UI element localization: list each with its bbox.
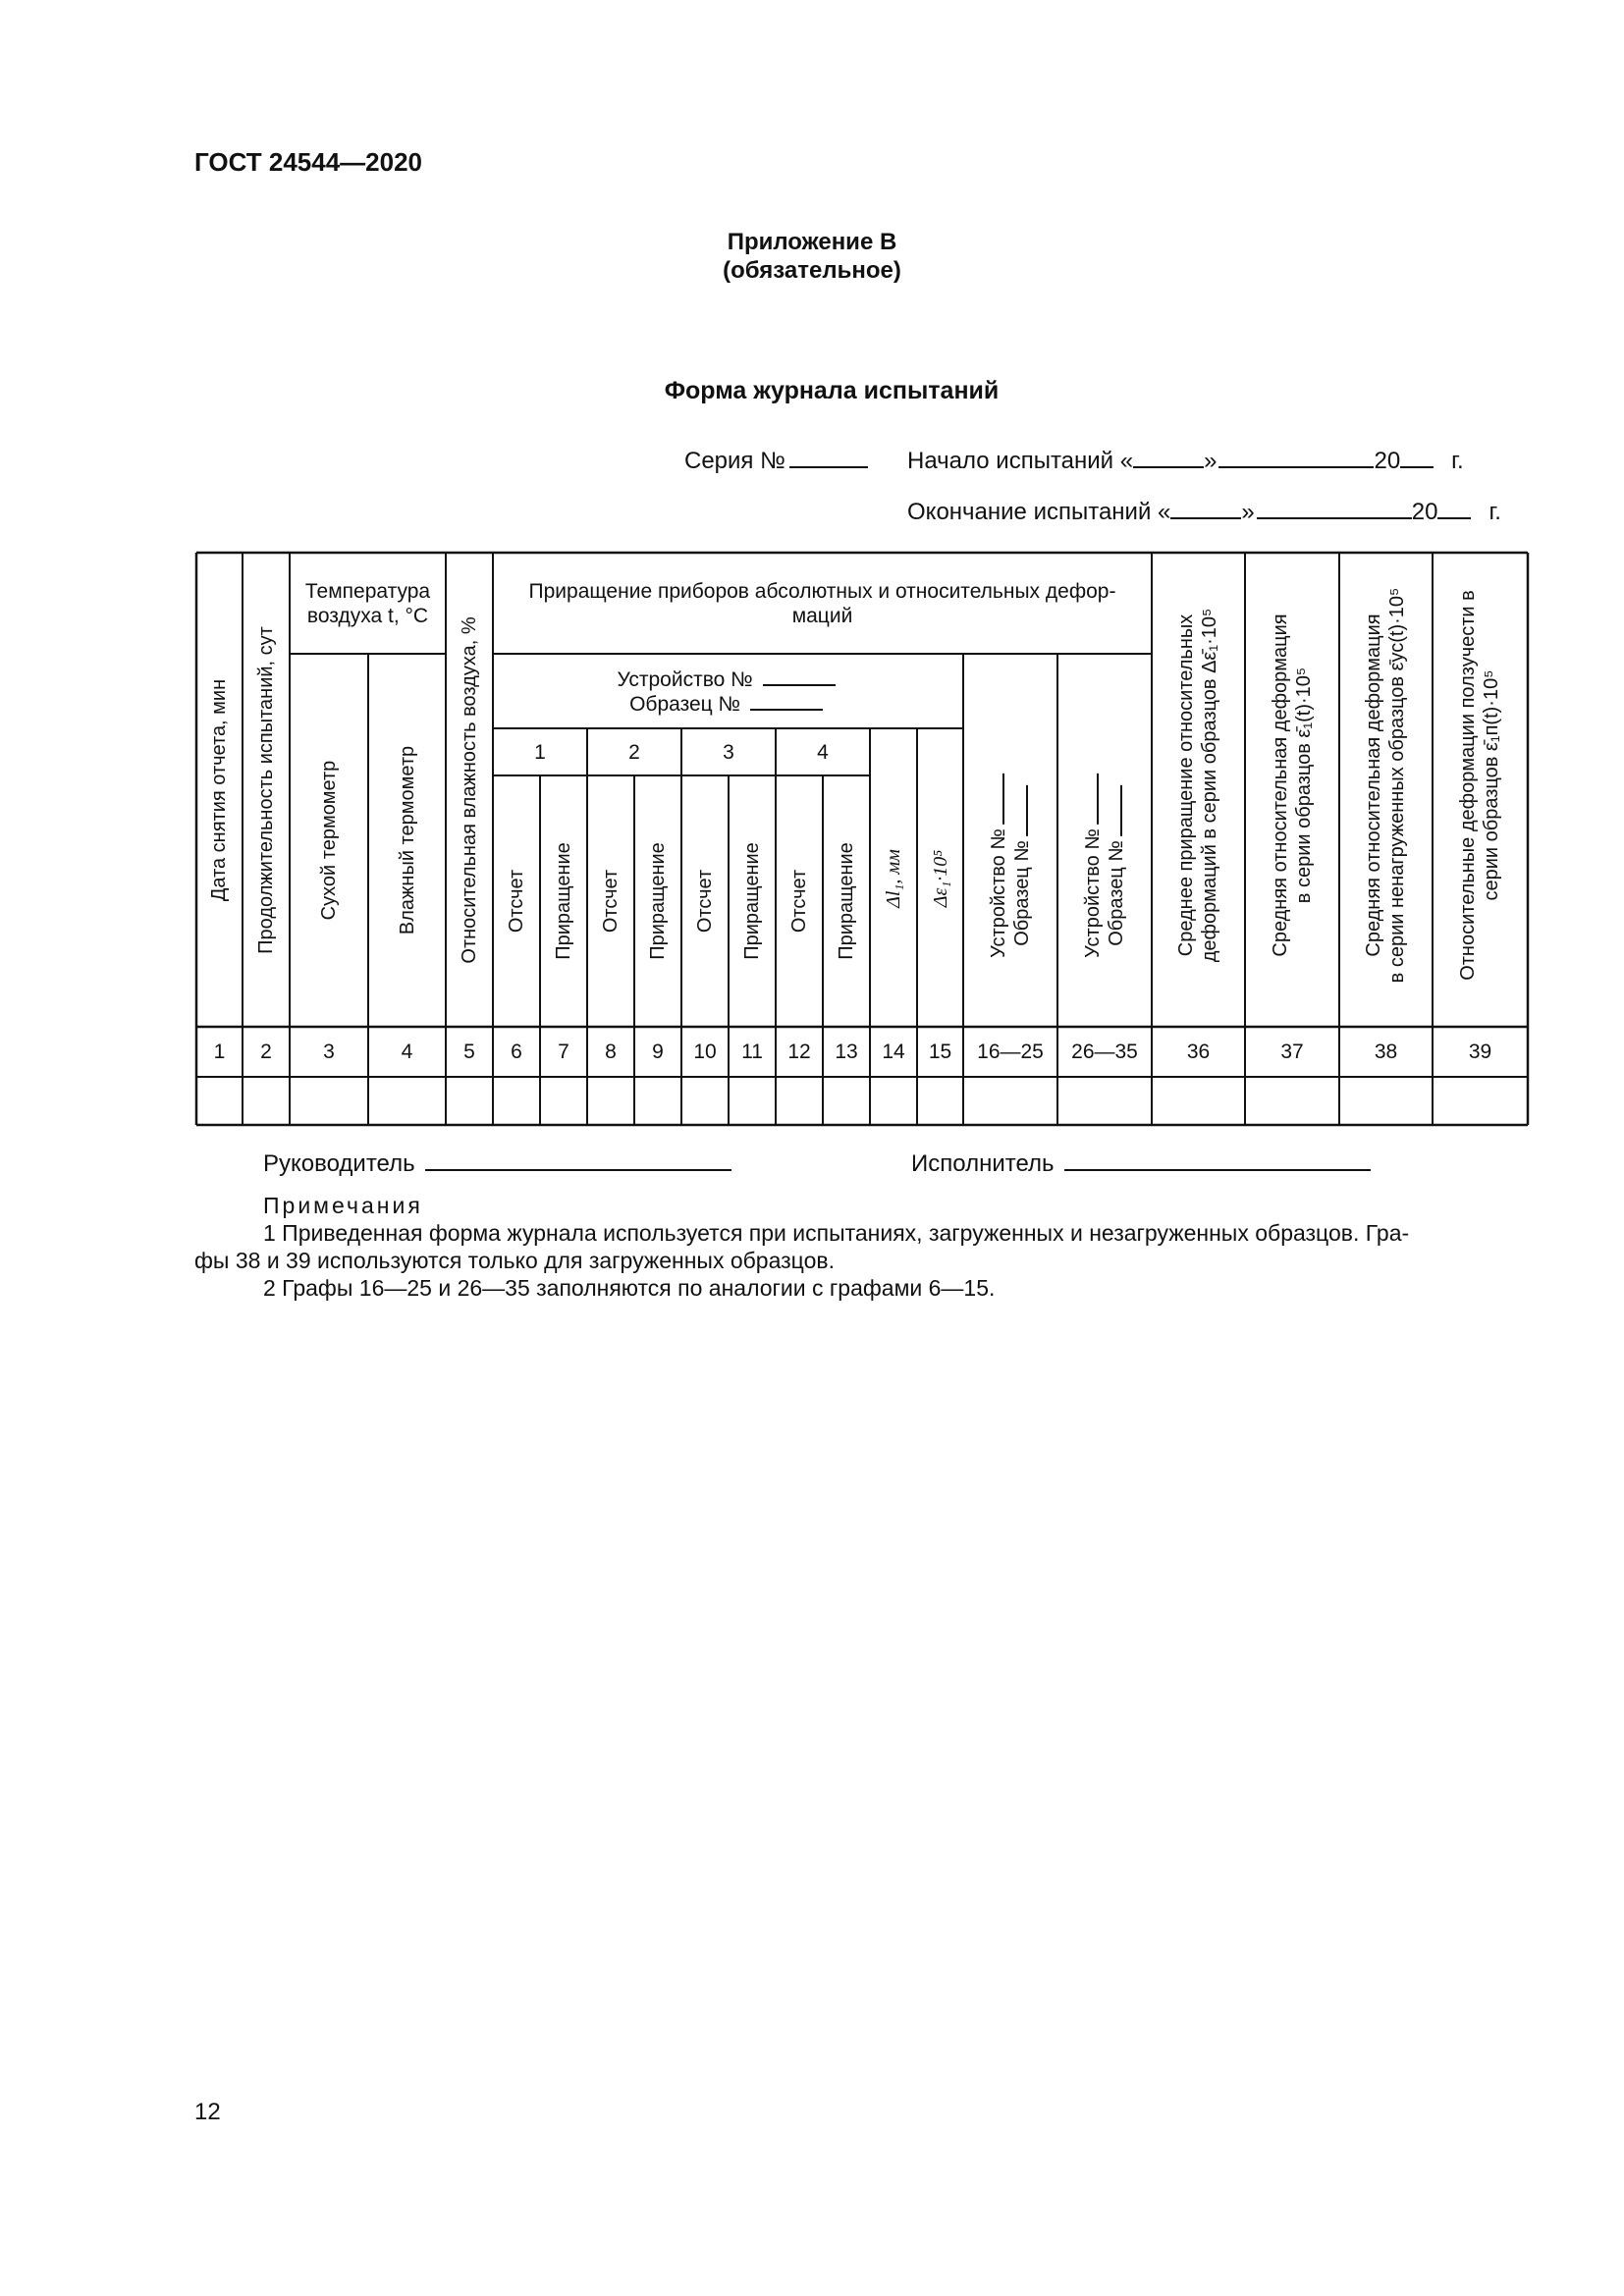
col-number: 26—35 bbox=[1071, 1041, 1138, 1063]
col-number: 16—25 bbox=[977, 1041, 1044, 1063]
col-number: 2 bbox=[260, 1041, 272, 1063]
sample-label: Образец № bbox=[629, 693, 741, 716]
end-suffix: г. bbox=[1489, 499, 1501, 525]
col-13-header: Приращение bbox=[836, 842, 857, 960]
start-quote-close: » bbox=[1204, 448, 1218, 474]
dev16-sample-blank[interactable] bbox=[1025, 785, 1028, 836]
standard-header: ГОСТ 24544—2020 bbox=[194, 147, 422, 177]
col-15-header: Δε₁·10⁵ bbox=[930, 849, 951, 908]
col-number: 39 bbox=[1468, 1041, 1492, 1063]
note-1-line-2: фы 38 и 39 используются только для загруженных образцов. bbox=[194, 1248, 835, 1273]
col-7-header: Приращение bbox=[553, 842, 574, 960]
dev26-line1: Устройство № bbox=[1082, 828, 1104, 958]
notes bbox=[194, 1192, 1530, 1302]
group-2-header: 2 bbox=[628, 740, 640, 764]
increment-header-line2: маций bbox=[791, 605, 853, 627]
col-37-line2: в серии образцов ε̄₁(t)·10⁵ bbox=[1293, 667, 1315, 904]
end-label: Окончание испытаний « bbox=[907, 499, 1171, 525]
head-signature bbox=[263, 1150, 735, 1178]
dev16-line2: Образец № bbox=[1011, 840, 1033, 946]
col-38-line1: Средняя относительная деформация bbox=[1363, 614, 1384, 957]
start-year-label: 20 bbox=[1374, 448, 1401, 474]
col-37-header bbox=[1269, 614, 1316, 956]
col-wet-header: Влажный термометр bbox=[397, 745, 418, 935]
col-number: 3 bbox=[323, 1041, 335, 1063]
col-36-line2: деформаций в серии образцов Δε̄₁·10⁵ bbox=[1199, 608, 1220, 963]
col-number: 5 bbox=[463, 1041, 475, 1063]
col-16-25-header bbox=[987, 770, 1034, 958]
note-2: 2 Графы 16—25 и 26—35 заполняются по аналогии с графами 6—15. bbox=[263, 1275, 996, 1301]
temp-header: Температура воздуха t, °С bbox=[304, 580, 431, 627]
executor-blank[interactable] bbox=[1064, 1168, 1371, 1171]
col-38-header bbox=[1362, 588, 1409, 984]
group-4-header: 4 bbox=[817, 740, 829, 764]
col-6-header: Отсчет bbox=[506, 869, 527, 934]
col-number: 15 bbox=[928, 1041, 952, 1063]
col-10-header: Отсчет bbox=[694, 869, 716, 934]
dev16-line1: Устройство № bbox=[988, 828, 1009, 958]
col-number: 7 bbox=[558, 1041, 569, 1063]
table-row[interactable] bbox=[196, 1077, 1528, 1125]
col-12-header: Отсчет bbox=[788, 869, 810, 934]
form-title: Форма журнала испытаний bbox=[664, 377, 1000, 404]
increment-header-line1: Приращение приборов абсолютных и относительных дефор- bbox=[528, 580, 1116, 603]
increment-header bbox=[493, 569, 1152, 638]
page-number: 12 bbox=[194, 2099, 221, 2125]
col-duration-header: Продолжительность испытаний, сут bbox=[255, 626, 277, 954]
col-number: 38 bbox=[1374, 1041, 1398, 1063]
col-number: 8 bbox=[605, 1041, 617, 1063]
dev26-line2: Образец № bbox=[1106, 840, 1127, 946]
dev26-sample-blank[interactable] bbox=[1119, 785, 1122, 836]
col-humidity-header: Относительная влажность воздуха, % bbox=[459, 616, 480, 964]
note-1-line-1: 1 Приведенная форма журнала используется при испытаниях, загруженных и незагруженных образцов. Гра- bbox=[263, 1220, 1410, 1246]
series-label: Серия № bbox=[684, 448, 785, 474]
dev26-device-blank[interactable] bbox=[1096, 774, 1099, 825]
group-1-header: 1 bbox=[534, 740, 546, 764]
group-3-header: 3 bbox=[723, 740, 734, 764]
appendix-title: Приложение В bbox=[727, 229, 897, 255]
col-date-header: Дата снятия отчета, мин bbox=[208, 678, 230, 902]
end-quote-close: » bbox=[1241, 499, 1255, 525]
col-number: 9 bbox=[652, 1041, 664, 1063]
col-39-line2: серии образцов ε̄₁п(t)·10⁵ bbox=[1481, 669, 1502, 901]
dev16-device-blank[interactable] bbox=[1001, 774, 1004, 825]
start-suffix: г. bbox=[1451, 448, 1464, 474]
col-number: 13 bbox=[835, 1041, 858, 1063]
sample-blank[interactable] bbox=[750, 708, 823, 711]
executor-signature bbox=[911, 1150, 1375, 1178]
col-number: 14 bbox=[882, 1041, 905, 1063]
col-36-header bbox=[1174, 609, 1221, 963]
notes-title: Примечания bbox=[263, 1193, 423, 1218]
col-number: 6 bbox=[511, 1041, 522, 1063]
col-26-35-header bbox=[1081, 770, 1128, 958]
col-number: 12 bbox=[787, 1041, 811, 1063]
col-8-header: Отсчет bbox=[600, 869, 622, 934]
device-sample-header bbox=[493, 662, 963, 722]
col-number: 1 bbox=[213, 1041, 226, 1063]
col-39-header bbox=[1456, 590, 1503, 981]
head-label: Руководитель bbox=[263, 1150, 415, 1177]
start-label: Начало испытаний « bbox=[907, 448, 1134, 474]
col-number: 37 bbox=[1280, 1041, 1304, 1063]
col-number: 11 bbox=[741, 1041, 763, 1063]
col-38-line2: в серии ненагруженных образцов ε̄ус(t)·10⁵ bbox=[1386, 587, 1408, 984]
col-dry-header: Сухой термометр bbox=[318, 760, 340, 921]
end-year-label: 20 bbox=[1411, 499, 1438, 525]
col-number: 36 bbox=[1186, 1041, 1211, 1063]
appendix-subtitle: (обязательное) bbox=[723, 257, 901, 284]
col-number: 10 bbox=[693, 1041, 717, 1063]
device-blank[interactable] bbox=[763, 683, 836, 686]
col-39-line1: Относительные деформации ползучести в bbox=[1457, 590, 1479, 981]
col-11-header: Приращение bbox=[741, 842, 763, 960]
device-label: Устройство № bbox=[617, 668, 753, 691]
head-blank[interactable] bbox=[425, 1168, 731, 1171]
col-9-header: Приращение bbox=[647, 842, 669, 960]
col-36-line1: Среднее приращение относительных bbox=[1175, 614, 1197, 957]
col-37-line1: Средняя относительная деформация bbox=[1270, 614, 1291, 957]
col-14-header: Δl₁, мм bbox=[883, 849, 904, 908]
col-number: 4 bbox=[401, 1041, 413, 1063]
executor-label: Исполнитель bbox=[911, 1150, 1055, 1177]
